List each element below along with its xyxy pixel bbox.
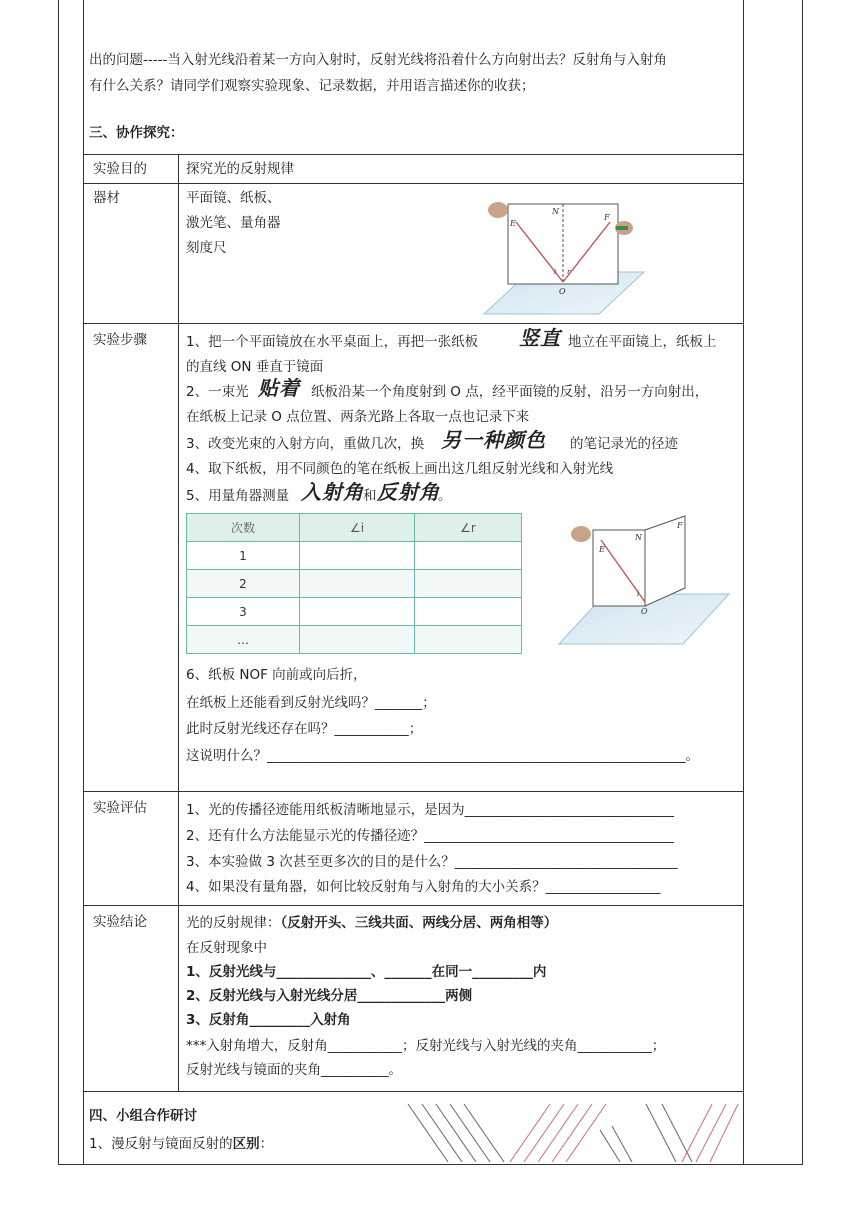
section-3-title: 三、协作探究： [89, 125, 184, 141]
evaluation-label: 实验评估 [93, 800, 147, 816]
step-5-emphasis-reflection: 反射角 [377, 480, 440, 504]
table-header-count: 次数 [187, 514, 300, 542]
table-cell-i4[interactable] [300, 626, 415, 654]
hand-icon [571, 526, 591, 542]
question-2: 此时反射光线还存在吗？___________； [186, 721, 423, 737]
reflection-rays-figure [400, 1100, 740, 1164]
materials-item-1: 平面镜、纸板、 [186, 190, 281, 206]
diffuse-reflection-rays [600, 1104, 738, 1162]
item-1-bold: 区别 [232, 1136, 260, 1152]
section-4-title: 四、小组合作研讨 [89, 1108, 197, 1124]
step-3-emphasis: 另一种颜色 [441, 428, 546, 452]
label-i: i [554, 268, 557, 276]
step-1b: 地立在平面镜上，纸板上 [568, 334, 717, 350]
label-E: E [599, 545, 605, 554]
item-1-plain: 1、漫反射与镜面反射的 [89, 1136, 233, 1152]
label-i: i [637, 590, 640, 598]
outer-bottom-border [58, 1164, 803, 1165]
outer-right-border [802, 0, 803, 1164]
table-cell-r2[interactable] [415, 570, 522, 598]
conclusion-bullet-2: 2、反射光线与入射光线分居_____________两侧 [186, 988, 473, 1004]
conclusion-head-plain: 光的反射规律： [186, 915, 281, 931]
row-line-conclusion-bottom [83, 1091, 744, 1092]
step-5a: 5、用量角器测量 [186, 488, 290, 504]
intro-line-1: 出的问题-----当入射光线沿着某一方向入射时，反射光线将沿着什么方向射出去？反射角与入射角 [89, 52, 667, 68]
evaluation-item-2: 2、还有什么方法能显示光的传播径迹？_____________________________________ [186, 828, 674, 844]
table-row-label: 2 [187, 570, 300, 598]
step-4: 4、取下纸板，用不同颜色的笔在纸板上画出这几组反射光线和入射光线 [186, 461, 614, 477]
label-N: N [635, 533, 642, 542]
inner-left-border [83, 0, 84, 1164]
table-row-label: … [187, 626, 300, 654]
label-F: F [604, 213, 610, 222]
section-4-item-1 [89, 1134, 273, 1154]
materials-item-2: 激光笔、量角器 [186, 215, 281, 231]
conclusion-note-1: ***入射角增大，反射角___________；反射光线与入射光线的夹角___________； [186, 1038, 666, 1054]
step-3b: 的笔记录光的径迹 [570, 436, 678, 452]
row-line-materials-bottom [83, 323, 744, 324]
label-O: O [641, 607, 648, 616]
table-header-incident: ∠i [300, 514, 415, 542]
materials-label: 器材 [93, 190, 120, 206]
measurement-table [186, 513, 522, 654]
label-N: N [552, 207, 559, 216]
step-2c: 在纸板上记录 O 点位置、两条光路上各取一点也记录下来 [186, 409, 530, 425]
row-line-purpose-top [83, 154, 744, 155]
step-1c: 的直线 ON 垂直于镜面 [186, 359, 324, 375]
evaluation-item-1: 1、光的传播径迹能用纸板清晰地显示，是因为_______________________________ [186, 802, 674, 818]
table-cell-i1[interactable] [300, 542, 415, 570]
label-r: r [567, 268, 571, 276]
label-E: E [510, 219, 516, 228]
table-cell-r1[interactable] [415, 542, 522, 570]
conclusion-sub: 在反射现象中 [186, 940, 267, 956]
evaluation-item-4: 4、如果没有量角器，如何比较反射角与入射角的大小关系？_________________ [186, 879, 661, 895]
label-F: F [677, 521, 683, 530]
conclusion-note-2: 反射光线与镜面的夹角__________。 [186, 1062, 402, 1078]
question-1: 在纸板上还能看到反射光线吗？_______； [186, 695, 436, 711]
step-3a: 3、改变光束的入射方向，重做几次，换 [186, 436, 425, 452]
left-hand-icon [488, 202, 508, 218]
table-row-label: 3 [187, 598, 300, 626]
row-line-purpose-bottom [83, 183, 744, 184]
step-1-emphasis: 竖直 [519, 326, 561, 350]
conclusion-head-bold: （反射开头、三线共面、两线分居、两角相等） [280, 915, 558, 931]
step-2a: 2、一束光 [186, 384, 249, 400]
purpose-text: 探究光的反射规律 [186, 161, 294, 177]
inner-right-border [743, 0, 744, 1164]
step-5-emphasis-incident: 入射角 [301, 480, 364, 504]
materials-item-3: 刻度尺 [186, 240, 227, 256]
step-2-emphasis: 贴着 [258, 376, 300, 400]
purpose-label: 实验目的 [93, 161, 147, 177]
step-2b: 纸板沿某一个角度射到 O 点，经平面镜的反射，沿另一方向射出， [311, 384, 709, 400]
table-cell-i3[interactable] [300, 598, 415, 626]
step-1a: 1、把一个平面镜放在水平桌面上，再把一张纸板 [186, 334, 479, 350]
conclusion-head [186, 913, 557, 933]
row-line-steps-bottom [83, 791, 744, 792]
row-line-eval-bottom [83, 905, 744, 906]
evaluation-item-3: 3、本实验做 3 次甚至更多次的目的是什么？_________________________________ [186, 854, 678, 870]
table-cell-r3[interactable] [415, 598, 522, 626]
table-row-label: 1 [187, 542, 300, 570]
question-3: 这说明什么？______________________________________________________________。 [186, 748, 699, 764]
table-header-reflection: ∠r [415, 514, 522, 542]
reflection-setup-figure [474, 194, 650, 320]
conclusion-bullet-3: 3、反射角_________入射角 [186, 1012, 351, 1028]
intro-line-2: 有什么关系？请同学们观察实验现象、记录数据，并用语言描述你的收获； [89, 78, 535, 94]
specular-reflection-rays [408, 1104, 606, 1162]
table-cell-i2[interactable] [300, 570, 415, 598]
conclusion-bullet-1: 1、反射光线与______________、_______在同一_________内 [186, 964, 547, 980]
steps-label: 实验步骤 [93, 332, 147, 348]
label-column-divider [178, 154, 179, 1092]
step-6: 6、纸板 NOF 向前或向后折， [186, 667, 367, 683]
folded-board-figure [553, 510, 733, 650]
item-1-end: ： [259, 1136, 274, 1152]
conclusion-label: 实验结论 [93, 914, 147, 930]
label-O: O [559, 287, 566, 296]
step-5-end: 。 [438, 488, 452, 504]
step-5-and: 和 [363, 488, 377, 504]
outer-left-border [58, 0, 59, 1164]
table-cell-r4[interactable] [415, 626, 522, 654]
